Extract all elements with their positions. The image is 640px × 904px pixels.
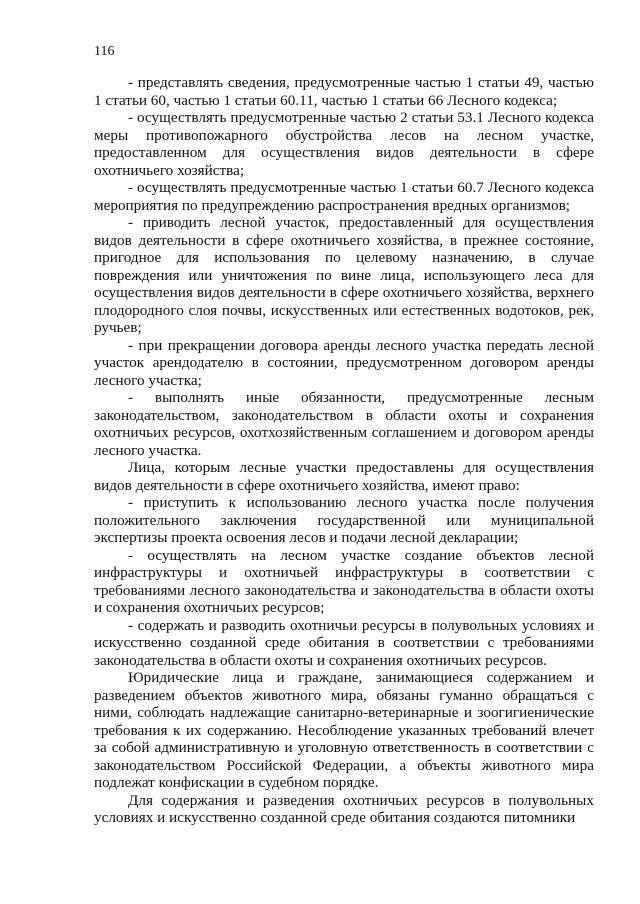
document-body <box>94 74 594 827</box>
paragraph: - осуществлять на лесном участке создание объектов лесной инфраструктуры и охотничьей инфраструктуры в соответствии с требованиями лесного законодательства и законодательства в области охоты и сохранения охотничьих ресурсов; <box>94 546 594 616</box>
paragraph: - осуществлять предусмотренные частью 1 статьи 60.7 Лесного кодекса мероприятия по предупреждению распространения вредных организмов; <box>94 179 594 214</box>
paragraph: - содержать и разводить охотничьи ресурсы в полувольных условиях и искусственно созданной среде обитания в соответствии с требованиями законодательства в области охоты и сохранения охотничьих ресурсов. <box>94 616 594 669</box>
paragraph: Юридические лица и граждане, занимающиеся содержанием и разведением объектов животного мира, обязаны гуманно обращаться с ними, соблюдать надлежащие санитарно-ветеринарные и зоогигиенические требования к их содержанию. Несоблюдение указанных требований влечет за собой административную и уголовную ответственность в соответствии с законодательством Российской Федерации, а объекты животного мира подлежат конфискации в судебном порядке. <box>94 669 594 791</box>
paragraph: Для содержания и разведения охотничьих ресурсов в полувольных условиях и искусственно созданной среде обитания создаются питомники <box>94 791 594 826</box>
page-number: 116 <box>94 44 115 59</box>
paragraph: Лица, которым лесные участки предоставлены для осуществления видов деятельности в сфере охотничьего хозяйства, имеют право: <box>94 459 594 494</box>
paragraph: - приводить лесной участок, предоставленный для осуществления видов деятельности в сфере охотничьего хозяйства, в прежнее состояние, пригодное для использования по целевому назначению, в случае повреждения или уничтожения по вине лица, использующего леса для осуществления видов деятельности в сфере охотничьего хозяйства, верхнего плодородного слоя почвы, искусственных или естественных водотоков, рек, ручьев; <box>94 214 594 336</box>
paragraph: - представлять сведения, предусмотренные частью 1 статьи 49, частью 1 статьи 60, частью 1 статьи 60.11, частью 1 статьи 66 Лесного кодекса; <box>94 74 594 109</box>
paragraph: - выполнять иные обязанности, предусмотренные лесным законодательством, законодательством в области охоты и сохранения охотничьих ресурсов, охотхозяйственным соглашением и договором аренды лесного участка. <box>94 389 594 459</box>
paragraph: - осуществлять предусмотренные частью 2 статьи 53.1 Лесного кодекса меры противопожарного обустройства лесов на лесном участке, предоставленном для осуществления видов деятельности в сфере охотничьего хозяйства; <box>94 109 594 179</box>
paragraph: - при прекращении договора аренды лесного участка передать лесной участок арендодателю в состоянии, предусмотренном договором аренды лесного участка; <box>94 336 594 389</box>
paragraph: - приступить к использованию лесного участка после получения положительного заключения государственной или муниципальной экспертизы проекта освоения лесов и подачи лесной декларации; <box>94 494 594 546</box>
